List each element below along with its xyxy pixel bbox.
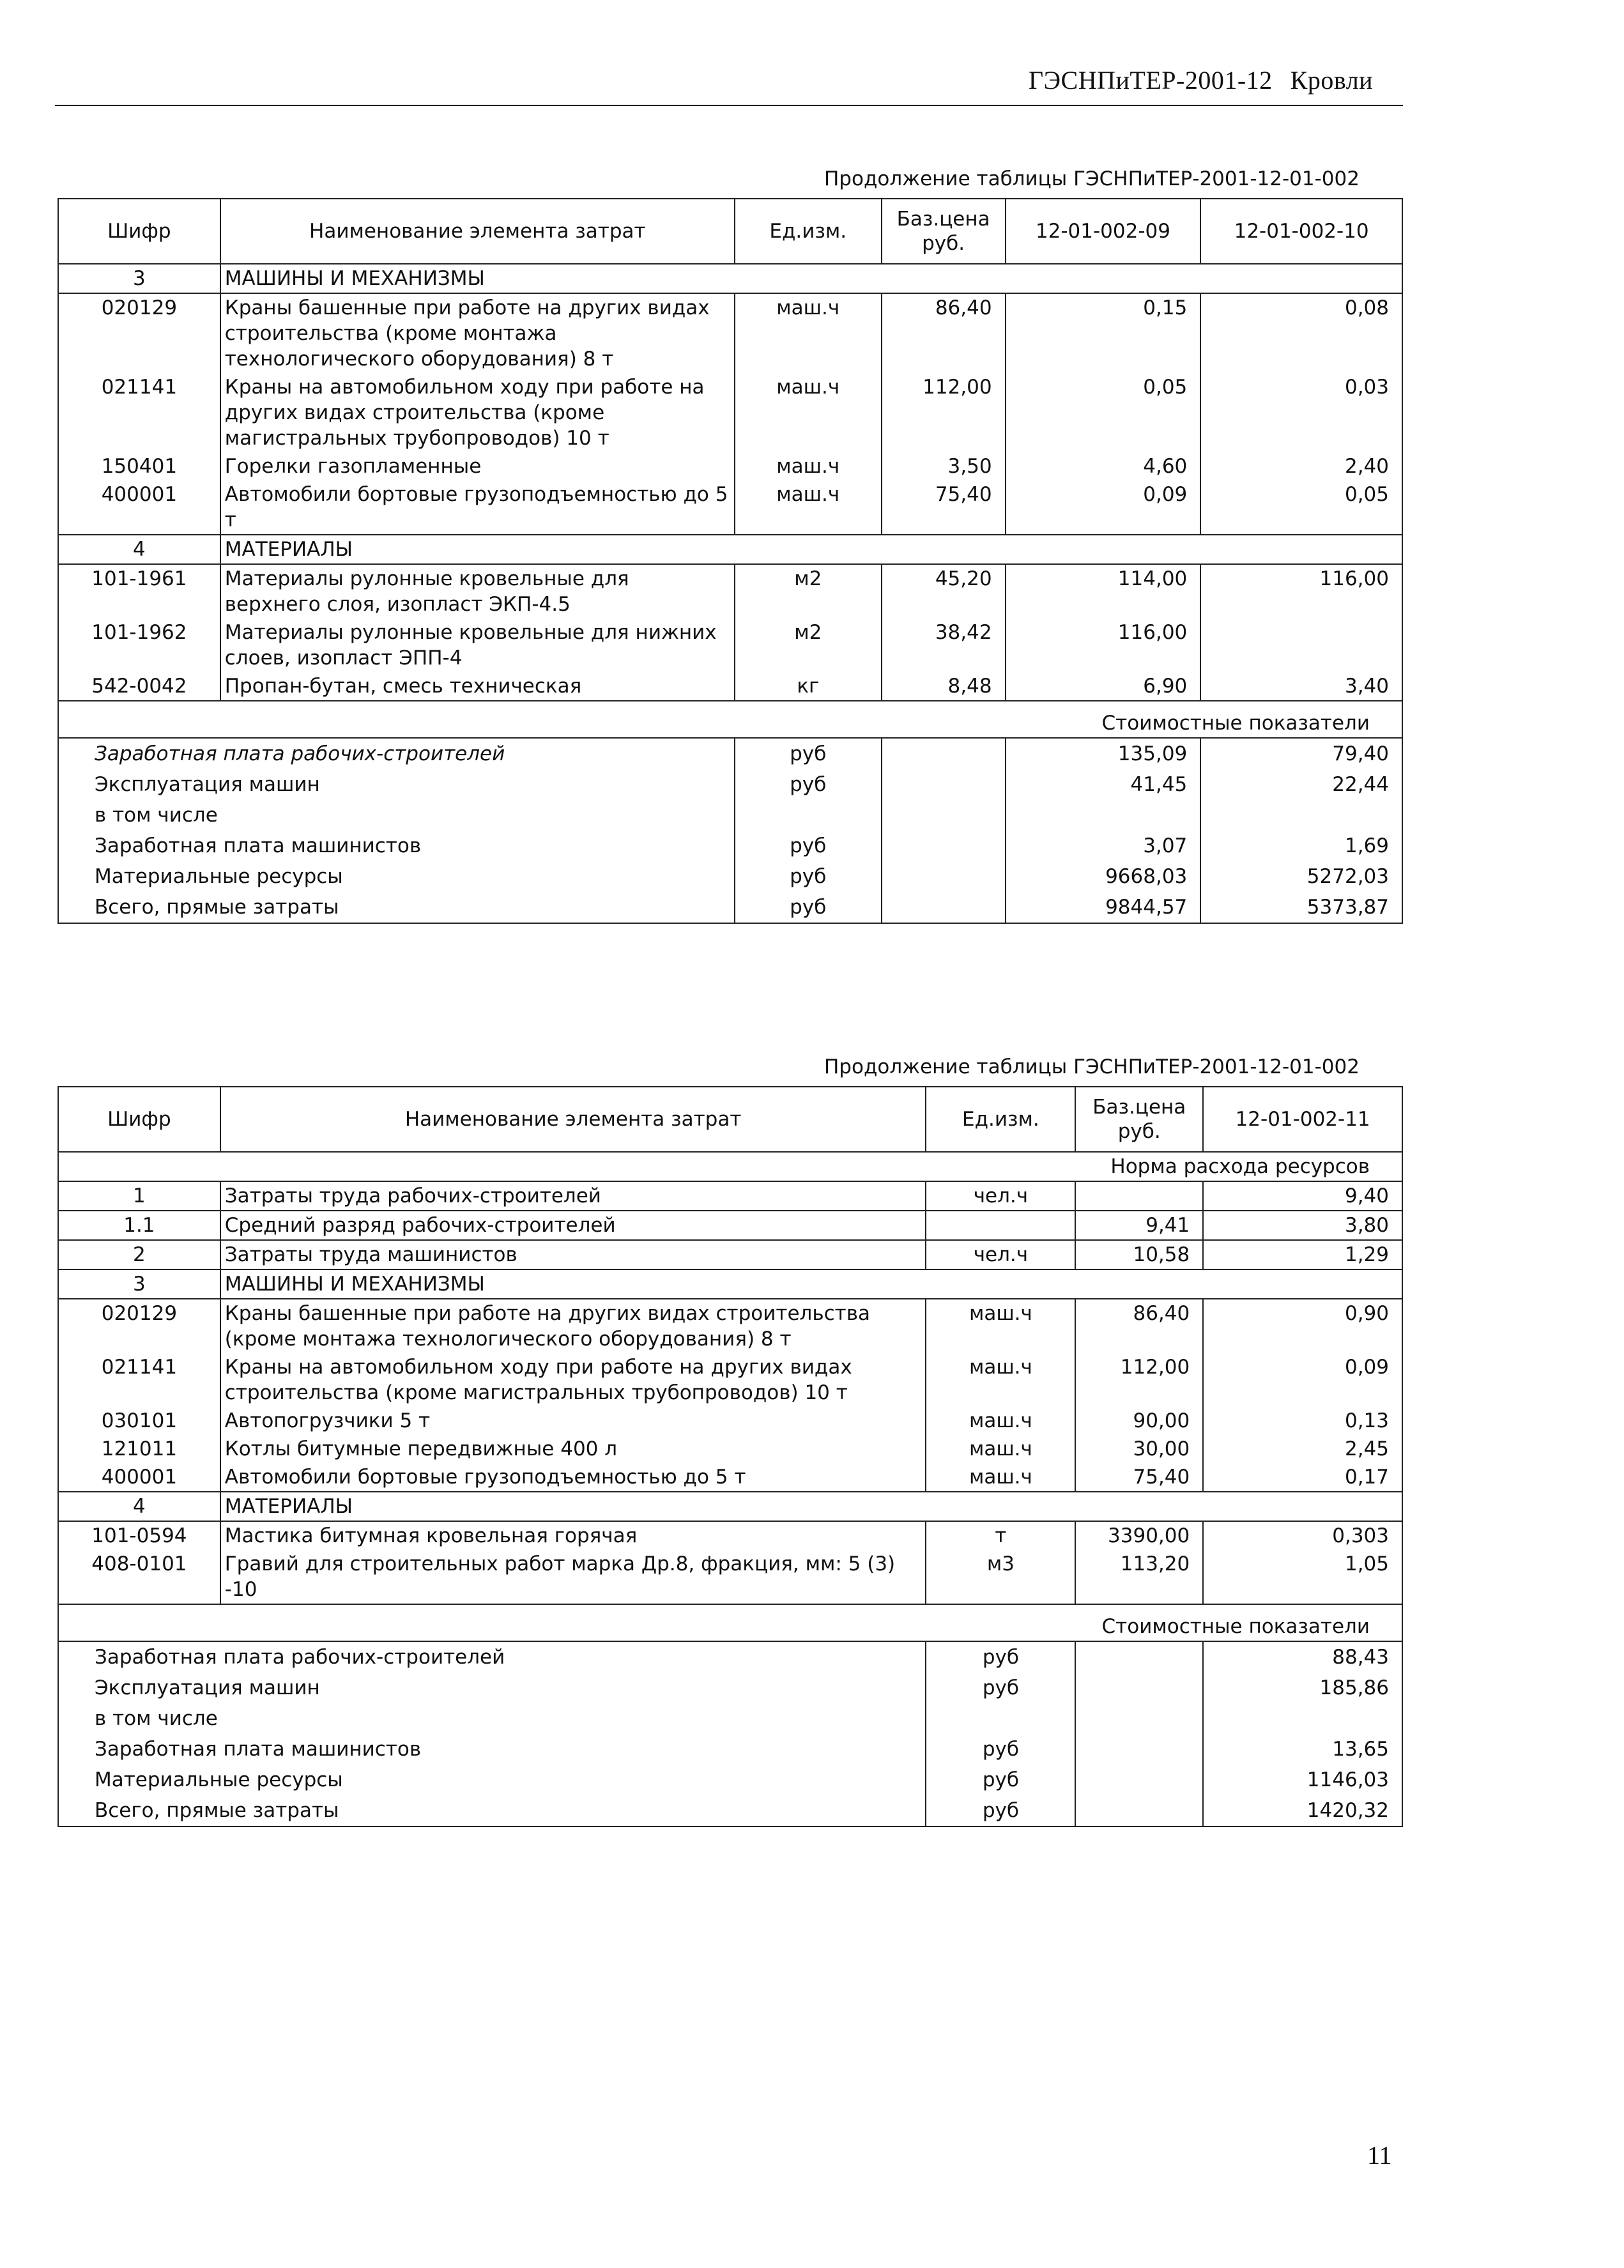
price-cell: 86,40	[1075, 1299, 1203, 1353]
section-row	[58, 535, 1402, 564]
cost-value: 1,69	[1200, 831, 1402, 861]
cost-price-empty	[1075, 1734, 1203, 1765]
code-cell: 1.1	[58, 1211, 220, 1240]
cost-value: 79,40	[1200, 738, 1402, 769]
code-cell: 400001	[58, 1463, 220, 1492]
value-cell: 0,17	[1203, 1463, 1402, 1492]
price-cell: 113,20	[1075, 1550, 1203, 1604]
col-v1-header: 12-01-002-09	[1006, 199, 1201, 264]
name-cell: Материалы рулонные кровельные для верхнего слоя, изопласт ЭКП-4.5	[220, 564, 735, 618]
col-code-header: Шифр	[58, 1087, 220, 1152]
code-cell: 020129	[58, 1299, 220, 1353]
table-row	[58, 1463, 1402, 1492]
cost-label: в том числе	[58, 1703, 926, 1734]
cost-unit: руб	[735, 738, 882, 769]
cost-row	[58, 800, 1402, 831]
cost-unit: руб	[735, 769, 882, 800]
value-cell: 2,45	[1203, 1435, 1402, 1463]
code-cell: 542-0042	[58, 672, 220, 701]
code-cell: 021141	[58, 1353, 220, 1407]
code-cell: 2	[58, 1240, 220, 1269]
cost-price-empty	[882, 769, 1006, 800]
code-cell: 121011	[58, 1435, 220, 1463]
cost-header: Стоимостные показатели	[58, 701, 1402, 738]
unit-cell: маш.ч	[735, 480, 882, 535]
col-name-header: Наименование элемента затрат	[220, 199, 735, 264]
name-cell: Краны на автомобильном ходу при работе на других видах строительства (кроме магистральных трубопроводов) 10 т	[220, 1353, 926, 1407]
unit-cell: м2	[735, 564, 882, 618]
unit-cell	[926, 1211, 1075, 1240]
value-cell: 0,03	[1200, 373, 1402, 452]
name-cell: Горелки газопламенные	[220, 452, 735, 480]
code-cell: 021141	[58, 373, 220, 452]
unit-cell: маш.ч	[926, 1463, 1075, 1492]
table-row	[58, 1240, 1402, 1269]
table-row	[58, 1181, 1402, 1211]
section-num: 3	[58, 264, 220, 293]
name-cell: Гравий для строительных работ марка Др.8, фракция, мм: 5 (3) -10	[220, 1550, 926, 1604]
price-cell: 8,48	[882, 672, 1006, 701]
cost-price-empty	[1075, 1795, 1203, 1827]
cost-row	[58, 892, 1402, 923]
cost-label: в том числе	[58, 800, 735, 831]
cost-price-empty	[1075, 1765, 1203, 1795]
code-cell: 030101	[58, 1407, 220, 1435]
section-num: 3	[58, 1269, 220, 1299]
page-number: 11	[1367, 2141, 1392, 2170]
section-name: Кровли	[1290, 66, 1374, 95]
table-row	[58, 1211, 1402, 1240]
name-cell: Краны башенные при работе на других видах строительства (кроме монтажа технологического оборудования) 8 т	[220, 1299, 926, 1353]
value-cell: 114,00	[1006, 564, 1201, 618]
cost-value: 22,44	[1200, 769, 1402, 800]
cost-price-empty	[882, 861, 1006, 892]
cost-unit: руб	[926, 1673, 1075, 1703]
value-cell: 1,29	[1203, 1240, 1402, 1269]
cost-unit: руб	[926, 1795, 1075, 1827]
code-cell: 400001	[58, 480, 220, 535]
col-unit-header: Ед.изм.	[926, 1087, 1075, 1152]
unit-cell: чел.ч	[926, 1240, 1075, 1269]
cost-row	[58, 769, 1402, 800]
value-cell: 6,90	[1006, 672, 1201, 701]
price-cell: 90,00	[1075, 1407, 1203, 1435]
code-cell: 020129	[58, 293, 220, 373]
table-row	[58, 1435, 1402, 1463]
cost-row	[58, 1734, 1402, 1765]
value-cell: 0,90	[1203, 1299, 1402, 1353]
cost-row	[58, 1641, 1402, 1673]
name-cell: Автомобили бортовые грузоподъемностью до 5 т	[220, 480, 735, 535]
value-cell: 2,40	[1200, 452, 1402, 480]
cost-value: 1420,32	[1203, 1795, 1402, 1827]
cost-price-empty	[882, 738, 1006, 769]
value-cell: 116,00	[1006, 618, 1201, 672]
section-title: МАШИНЫ И МЕХАНИЗМЫ	[220, 264, 1402, 293]
code-cell: 101-0594	[58, 1521, 220, 1550]
document-code: ГЭСНПиТЕР-2001-12	[1029, 66, 1273, 95]
col-unit-header: Ед.изм.	[735, 199, 882, 264]
price-cell: 112,00	[1075, 1353, 1203, 1407]
col-price-header: Баз.цена руб.	[1075, 1087, 1203, 1152]
cost-unit: руб	[926, 1765, 1075, 1795]
table-row	[58, 672, 1402, 701]
col-name-header: Наименование элемента затрат	[220, 1087, 926, 1152]
section-row	[58, 264, 1402, 293]
unit-cell: маш.ч	[735, 293, 882, 373]
section-num: 4	[58, 1492, 220, 1521]
cost-value: 5373,87	[1200, 892, 1402, 923]
unit-cell: маш.ч	[735, 452, 882, 480]
name-cell: Пропан-бутан, смесь техническая	[220, 672, 735, 701]
unit-cell: м2	[735, 618, 882, 672]
table2-caption: Продолжение таблицы ГЭСНПиТЕР-2001-12-01-002	[824, 1055, 1360, 1078]
name-cell: Средний разряд рабочих-строителей	[220, 1211, 926, 1240]
name-cell: Затраты труда рабочих-строителей	[220, 1181, 926, 1211]
cost-price-empty	[1075, 1703, 1203, 1734]
value-cell: 0,08	[1200, 293, 1402, 373]
cost-label: Материальные ресурсы	[58, 861, 735, 892]
col-v1-header: 12-01-002-11	[1203, 1087, 1402, 1152]
cost-row	[58, 1703, 1402, 1734]
name-cell: Котлы битумные передвижные 400 л	[220, 1435, 926, 1463]
cost-label: Заработная плата рабочих-строителей	[58, 1641, 926, 1673]
value-cell: 116,00	[1200, 564, 1402, 618]
table-row	[58, 618, 1402, 672]
cost-unit: руб	[926, 1641, 1075, 1673]
cost-unit	[735, 800, 882, 831]
cost-value	[1203, 1703, 1402, 1734]
cost-row	[58, 861, 1402, 892]
unit-cell: маш.ч	[926, 1353, 1075, 1407]
name-cell: Краны на автомобильном ходу при работе на других видах строительства (кроме магистральных трубопроводов) 10 т	[220, 373, 735, 452]
code-cell: 101-1961	[58, 564, 220, 618]
cost-value: 135,09	[1006, 738, 1201, 769]
cost-price-empty	[1075, 1641, 1203, 1673]
cost-label: Заработная плата машинистов	[58, 831, 735, 861]
table-row	[58, 373, 1402, 452]
unit-cell: маш.ч	[926, 1299, 1075, 1353]
table-row	[58, 452, 1402, 480]
price-cell: 75,40	[1075, 1463, 1203, 1492]
cost-value: 41,45	[1006, 769, 1201, 800]
cost-value: 13,65	[1203, 1734, 1402, 1765]
cost-value: 185,86	[1203, 1673, 1402, 1703]
price-cell	[1075, 1181, 1203, 1211]
section-row	[58, 1492, 1402, 1521]
cost-row	[58, 1765, 1402, 1795]
cost-value: 5272,03	[1200, 861, 1402, 892]
price-cell: 10,58	[1075, 1240, 1203, 1269]
cost-label: Заработная плата машинистов	[58, 1734, 926, 1765]
section-title: МАТЕРИАЛЫ	[220, 535, 1402, 564]
value-cell: 0,09	[1203, 1353, 1402, 1407]
norm-header: Норма расхода ресурсов	[58, 1152, 1402, 1181]
code-cell: 150401	[58, 452, 220, 480]
value-cell: 0,05	[1200, 480, 1402, 535]
cost-header-row	[58, 701, 1402, 738]
unit-cell: м3	[926, 1550, 1075, 1604]
value-cell: 9,40	[1203, 1181, 1402, 1211]
value-cell: 1,05	[1203, 1550, 1402, 1604]
unit-cell: маш.ч	[735, 373, 882, 452]
cost-value: 88,43	[1203, 1641, 1402, 1673]
table2	[57, 1086, 1403, 1827]
price-cell: 38,42	[882, 618, 1006, 672]
table-row	[58, 1407, 1402, 1435]
table-row	[58, 1299, 1402, 1353]
price-cell: 30,00	[1075, 1435, 1203, 1463]
section-num: 4	[58, 535, 220, 564]
code-cell: 1	[58, 1181, 220, 1211]
cost-label: Эксплуатация машин	[58, 1673, 926, 1703]
price-cell: 112,00	[882, 373, 1006, 452]
value-cell: 0,303	[1203, 1521, 1402, 1550]
code-cell: 101-1962	[58, 618, 220, 672]
col-code-header: Шифр	[58, 199, 220, 264]
col-price-header: Баз.цена руб.	[882, 199, 1006, 264]
value-cell: 0,13	[1203, 1407, 1402, 1435]
name-cell: Краны башенные при работе на других видах строительства (кроме монтажа технологического оборудования) 8 т	[220, 293, 735, 373]
table-row	[58, 1521, 1402, 1550]
cost-value	[1200, 800, 1402, 831]
table1-caption: Продолжение таблицы ГЭСНПиТЕР-2001-12-01-002	[824, 167, 1360, 190]
unit-cell: маш.ч	[926, 1407, 1075, 1435]
table-row	[58, 480, 1402, 535]
table-row	[58, 1550, 1402, 1604]
name-cell: Автопогрузчики 5 т	[220, 1407, 926, 1435]
cost-label: Эксплуатация машин	[58, 769, 735, 800]
unit-cell: маш.ч	[926, 1435, 1075, 1463]
cost-unit: руб	[926, 1734, 1075, 1765]
unit-cell: чел.ч	[926, 1181, 1075, 1211]
cost-price-empty	[882, 800, 1006, 831]
cost-value: 1146,03	[1203, 1765, 1402, 1795]
cost-unit: руб	[735, 892, 882, 923]
cost-label: Всего, прямые затраты	[58, 1795, 926, 1827]
name-cell: Материалы рулонные кровельные для нижних слоев, изопласт ЭПП-4	[220, 618, 735, 672]
price-cell: 45,20	[882, 564, 1006, 618]
cost-row	[58, 1795, 1402, 1827]
cost-unit: руб	[735, 861, 882, 892]
cost-label: Заработная плата рабочих-строителей	[58, 738, 735, 769]
cost-price-empty	[882, 831, 1006, 861]
running-header	[1029, 65, 1373, 95]
name-cell: Затраты труда машинистов	[220, 1240, 926, 1269]
value-cell: 0,09	[1006, 480, 1201, 535]
table-row	[58, 564, 1402, 618]
cost-value: 3,07	[1006, 831, 1201, 861]
cost-label: Материальные ресурсы	[58, 1765, 926, 1795]
cost-value: 9844,57	[1006, 892, 1201, 923]
value-cell: 4,60	[1006, 452, 1201, 480]
unit-cell: кг	[735, 672, 882, 701]
norm-header-row	[58, 1152, 1402, 1181]
price-cell: 86,40	[882, 293, 1006, 373]
name-cell: Мастика битумная кровельная горячая	[220, 1521, 926, 1550]
price-cell: 75,40	[882, 480, 1006, 535]
unit-cell: т	[926, 1521, 1075, 1550]
price-cell: 3,50	[882, 452, 1006, 480]
table-row	[58, 293, 1402, 373]
table-row	[58, 1353, 1402, 1407]
cost-unit	[926, 1703, 1075, 1734]
cost-row	[58, 831, 1402, 861]
code-cell: 408-0101	[58, 1550, 220, 1604]
header-rule	[55, 105, 1403, 106]
cost-label: Всего, прямые затраты	[58, 892, 735, 923]
cost-row	[58, 1673, 1402, 1703]
table2-header-row	[58, 1087, 1402, 1152]
value-cell	[1200, 618, 1402, 672]
section-row	[58, 1269, 1402, 1299]
value-cell: 0,05	[1006, 373, 1201, 452]
table1	[57, 198, 1403, 924]
value-cell: 3,80	[1203, 1211, 1402, 1240]
cost-price-empty	[1075, 1673, 1203, 1703]
section-title: МАТЕРИАЛЫ	[220, 1492, 1402, 1521]
col-v2-header: 12-01-002-10	[1200, 199, 1402, 264]
cost-unit: руб	[735, 831, 882, 861]
cost-row	[58, 738, 1402, 769]
cost-value	[1006, 800, 1201, 831]
cost-header: Стоимостные показатели	[58, 1604, 1402, 1641]
table1-header-row	[58, 199, 1402, 264]
price-cell: 3390,00	[1075, 1521, 1203, 1550]
price-cell: 9,41	[1075, 1211, 1203, 1240]
cost-price-empty	[882, 892, 1006, 923]
value-cell: 0,15	[1006, 293, 1201, 373]
name-cell: Автомобили бортовые грузоподъемностью до 5 т	[220, 1463, 926, 1492]
value-cell: 3,40	[1200, 672, 1402, 701]
cost-header-row	[58, 1604, 1402, 1641]
cost-value: 9668,03	[1006, 861, 1201, 892]
section-title: МАШИНЫ И МЕХАНИЗМЫ	[220, 1269, 1402, 1299]
